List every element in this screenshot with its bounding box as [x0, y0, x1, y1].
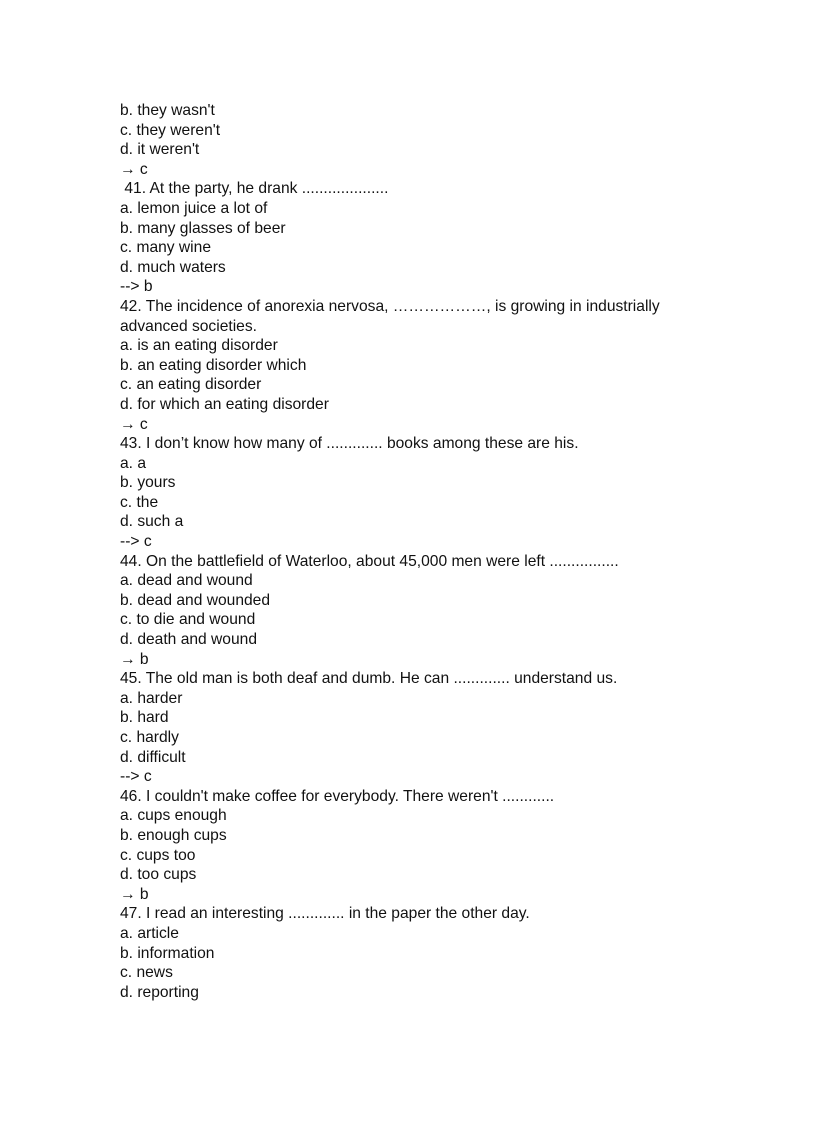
option-line: d. much waters: [120, 258, 226, 276]
option-line: d. reporting: [120, 983, 199, 1001]
question-47: 47. I read an interesting ............. in the paper the other day.: [120, 905, 530, 923]
option-line: c. cups too: [120, 846, 196, 864]
question-42-continued: advanced societies.: [120, 317, 257, 335]
option-line: a. article: [120, 924, 179, 942]
option-line: b. information: [120, 944, 215, 962]
answer-line: → b: [120, 885, 149, 903]
option-line: c. hardly: [120, 729, 179, 746]
option-line: d. such a: [120, 513, 184, 531]
text-line: b. they wasn't: [120, 102, 215, 119]
option-line: a. lemon juice a lot of: [120, 199, 268, 217]
question-43: 43. I don’t know how many of ............. books among these are his.: [120, 435, 579, 453]
question-41: 41. At the party, he drank ....................: [120, 180, 389, 198]
option-line: d. for which an eating disorder: [120, 395, 329, 413]
answer-line: → b: [120, 650, 149, 668]
answer-line: --> c: [120, 768, 152, 786]
option-line: a. cups enough: [120, 807, 227, 825]
answer-line: --> b: [120, 278, 153, 296]
option-line: c. many wine: [120, 239, 211, 257]
option-line: a. harder: [120, 689, 183, 707]
option-line: d. death and wound: [120, 631, 257, 649]
question-42: 42. The incidence of anorexia nervosa, ………………, is growing in industrially: [120, 297, 660, 315]
question-44: 44. On the battlefield of Waterloo, about 45,000 men were left ................: [120, 552, 619, 570]
option-line: b. an eating disorder which: [120, 356, 307, 374]
answer-line: --> c: [120, 533, 152, 551]
option-line: b. hard: [120, 709, 169, 727]
text-line: d. it weren't: [120, 141, 200, 159]
question-46: 46. I couldn't make coffee for everybody. There weren't ............: [120, 787, 555, 805]
option-line: b. dead and wounded: [120, 591, 271, 609]
text-line: c. they weren't: [120, 121, 221, 139]
option-line: c. an eating disorder: [120, 376, 262, 394]
option-line: c. to die and wound: [120, 611, 256, 629]
option-line: d. difficult: [120, 748, 186, 766]
option-line: b. many glasses of beer: [120, 219, 286, 237]
option-line: b. yours: [120, 474, 176, 492]
question-45: 45. The old man is both deaf and dumb. He can ............. understand us.: [120, 670, 618, 688]
document-page: [120, 101, 740, 1002]
option-line: a. is an eating disorder: [120, 337, 278, 355]
option-line: c. the: [120, 493, 159, 511]
answer-line: → c: [120, 160, 148, 178]
option-line: a. dead and wound: [120, 572, 253, 590]
answer-line: → c: [120, 415, 148, 433]
option-line: a. a: [120, 454, 147, 472]
option-line: b. enough cups: [120, 826, 227, 844]
option-line: d. too cups: [120, 866, 197, 884]
option-line: c. news: [120, 964, 173, 982]
